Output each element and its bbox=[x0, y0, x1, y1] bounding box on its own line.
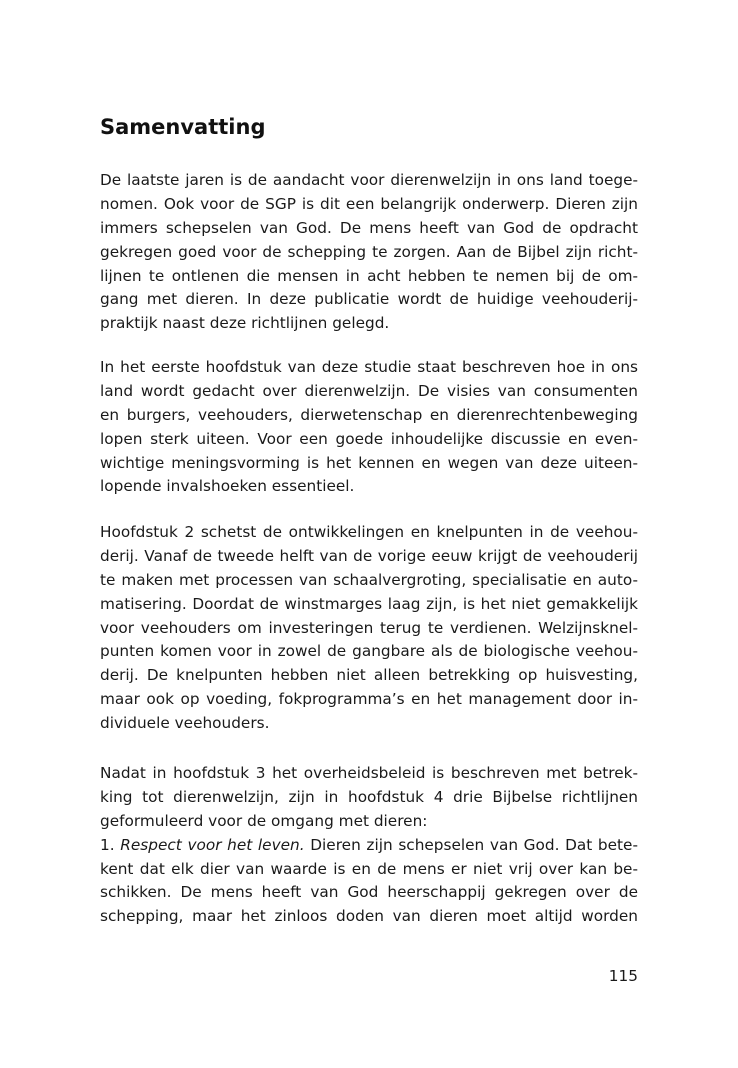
text-line: geformuleerd voor de omgang met dieren: bbox=[100, 811, 428, 830]
list-item-emphasis: Respect voor het leven. bbox=[120, 835, 305, 854]
text-line: te maken met processen van schaalvergroting, specialisatie en auto- bbox=[100, 570, 638, 589]
text-line: Hoofdstuk 2 schetst de ontwikkelingen en knelpunten in de veehou- bbox=[100, 523, 638, 541]
text-line: punten komen voor in zowel de gangbare als de biologische veehou- bbox=[100, 642, 638, 661]
text-line: lijnen te ontlenen die mensen in acht hebben te nemen bij de om- bbox=[100, 266, 638, 285]
text-line: en burgers, veehouders, dierwetenschap en dierenrechtenbeweging bbox=[100, 405, 638, 424]
paragraph-chapter-1 bbox=[100, 356, 638, 499]
list-item-first-line bbox=[100, 834, 638, 858]
text-line: immers schepselen van God. De mens heeft van God de opdracht bbox=[100, 218, 638, 237]
page-number: 115 bbox=[608, 967, 638, 985]
text-line: lopende invalshoeken essentieel. bbox=[100, 477, 355, 496]
text-line: nomen. Ook voor de SGP is dit een belangrijk onderwerp. Dieren zijn bbox=[100, 194, 638, 213]
text-line: schepping, maar het zinloos doden van dieren moet altijd worden bbox=[100, 907, 638, 926]
text-line: Nadat in hoofdstuk 3 het overheidsbeleid is beschreven met betrek- bbox=[100, 764, 638, 782]
text-line: wichtige meningsvorming is het kennen en wegen van deze uiteen- bbox=[100, 453, 638, 472]
text-line: lopen sterk uiteen. Voor een goede inhoudelijke discussie en even- bbox=[100, 429, 638, 448]
text-line: dividuele veehouders. bbox=[100, 714, 270, 733]
text-line: praktijk naast deze richtlijnen gelegd. bbox=[100, 314, 390, 333]
text-line: schikken. De mens heeft van God heerschappij gekregen over de bbox=[100, 883, 638, 902]
paragraph-intro bbox=[100, 169, 638, 336]
paragraph-chapter-2 bbox=[100, 521, 638, 736]
text-line: king tot dierenwelzijn, zijn in hoofdstuk 4 drie Bijbelse richtlijnen bbox=[100, 787, 638, 806]
text-line: De laatste jaren is de aandacht voor dierenwelzijn in ons land toege- bbox=[100, 171, 638, 189]
text-line: land wordt gedacht over dierenwelzijn. De visies van consumenten bbox=[100, 381, 638, 400]
text-line: maar ook op voeding, fokprogramma’s en het management door in- bbox=[100, 690, 638, 709]
list-item-text: Dieren zijn schepselen van God. Dat bete- bbox=[310, 835, 638, 854]
text-line: kent dat elk dier van waarde is en de mens er niet vrij over kan be- bbox=[100, 859, 638, 878]
text-line: gang met dieren. In deze publicatie wordt de huidige veehouderij- bbox=[100, 290, 638, 309]
text-line: gekregen goed voor de schepping te zorgen. Aan de Bijbel zijn richt- bbox=[100, 242, 638, 261]
section-title: Samenvatting bbox=[100, 115, 266, 139]
text-line: derij. Vanaf de tweede helft van de vorige eeuw krijgt de veehouderij bbox=[100, 546, 638, 565]
text-line: derij. De knelpunten hebben niet alleen betrekking op huisvesting, bbox=[100, 666, 638, 685]
paragraph-chapter-3-4 bbox=[100, 762, 638, 929]
text-line: voor veehouders om investeringen terug te verdienen. Welzijnsknel- bbox=[100, 618, 638, 637]
text-line: In het eerste hoofdstuk van deze studie staat beschreven hoe in ons bbox=[100, 358, 638, 376]
text-line: matisering. Doordat de winstmarges laag zijn, is het niet gemakkelijk bbox=[100, 594, 638, 613]
list-item-number: 1. bbox=[100, 835, 115, 854]
